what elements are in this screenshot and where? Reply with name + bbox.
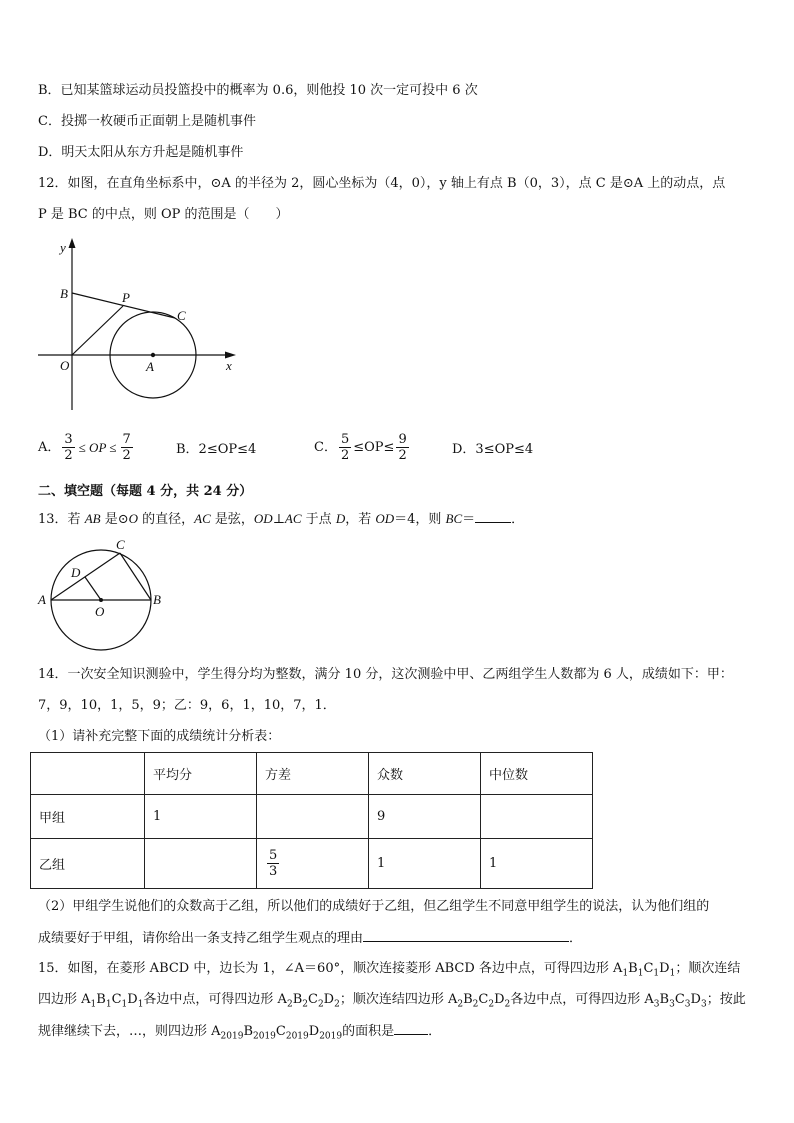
table-cell: 1 xyxy=(145,795,257,839)
label-d: D xyxy=(71,565,81,580)
table-cell: 1 xyxy=(481,839,593,889)
frac-5-3: $\frac{5}{3}$ xyxy=(269,848,278,879)
chord-ac xyxy=(51,553,120,600)
q12-option-b: B．2≤OP≤4 xyxy=(176,442,257,457)
label-o: O xyxy=(60,358,70,373)
q15-answer-blank[interactable] xyxy=(394,1022,428,1035)
table-row xyxy=(31,795,593,839)
option-a-mid: ≤ OP ≤ xyxy=(78,439,117,455)
segment-od xyxy=(85,577,101,600)
frac-5-2: $\frac{5}{2}$ xyxy=(340,432,350,463)
label-o: O xyxy=(95,604,105,619)
option-d-prev: D．明天太阳从东方升起是随机事件 xyxy=(38,145,244,160)
q14-line2: 7，9，10，1，5，9；乙：9，6，1，10，7，1． xyxy=(38,698,336,713)
table-cell-fraction xyxy=(257,839,369,889)
label-a: A xyxy=(146,359,154,374)
q12-option-c xyxy=(314,432,411,463)
label-c: C xyxy=(116,537,125,552)
table-cell: 甲组 xyxy=(31,795,145,839)
option-c-prefix: C． xyxy=(314,439,337,455)
q12-option-a xyxy=(38,432,135,463)
segment-bc xyxy=(120,553,151,600)
q12-option-d: D．3≤OP≤4 xyxy=(452,442,534,457)
frac-9-2: $\frac{9}{2}$ xyxy=(398,432,407,463)
q14-line1: 14．一次安全知识测验中，学生得分均为整数，满分 10 分，这次测验中甲、乙两组学生人数都为 6 人，成绩如下：甲： xyxy=(38,667,733,682)
label-b: B xyxy=(60,286,68,301)
q13-text: 13．若 AB 是⊙O 的直径，AC 是弦，OD⊥AC 于点 D，若 OD＝4，则 BC＝ ． xyxy=(38,511,525,527)
q14-sub2-line2: 成绩要好于甲组，请你给出一条支持乙组学生观点的理由 ． xyxy=(38,931,583,946)
q12-line1: 12．如图，在直角坐标系中，⊙A 的半径为 2，圆心坐标为（4，0），y 轴上有点 B（0，3），点 C 是⊙A 上的动点，点 xyxy=(38,176,726,191)
score-table xyxy=(30,752,593,889)
q14-sub1: （1）请补充完整下面的成绩统计分析表： xyxy=(38,729,281,744)
q13-figure xyxy=(30,536,170,656)
q12-figure xyxy=(30,236,250,416)
q13-answer-blank[interactable] xyxy=(475,510,511,523)
table-cell[interactable] xyxy=(145,839,257,889)
table-cell: 中位数 xyxy=(481,753,593,795)
label-c: C xyxy=(177,308,186,323)
option-a-prefix: A． xyxy=(38,439,61,455)
option-c-mid: ≤OP≤ xyxy=(353,439,395,455)
table-cell: 9 xyxy=(369,795,481,839)
q15-line2: 四边形 $A_1B_1C_1D_1$各边中点，可得四边形 $A_2B_2C_2D_2$；顺次连结四边形 $A_2B_2C_2D_2$各边中点，可得四边形 $A_3B_3C_3D_3$；按此 xyxy=(38,992,746,1010)
table-cell[interactable] xyxy=(481,795,593,839)
q14-sub2-line1: （2）甲组学生说他们的众数高于乙组，所以他们的成绩好于乙组，但乙组学生不同意甲组学生的说法，认为他们组的 xyxy=(38,899,710,914)
point-a xyxy=(151,353,155,357)
table-cell[interactable] xyxy=(257,795,369,839)
q15-line1: 15．如图，在菱形 ABCD 中，边长为 1，∠A＝60°，顺次连接菱形 ABCD 各边中点，可得四边形 $A_1B_1C_1D_1$；顺次连结 xyxy=(38,961,741,979)
table-cell: 乙组 xyxy=(31,839,145,889)
label-y: y xyxy=(60,240,66,255)
option-b-prev: B．已知某篮球运动员投篮投中的概率为 0.6，则他投 10 次一定可投中 6 次 xyxy=(38,83,478,98)
label-p: P xyxy=(122,290,130,305)
q12-line2: P 是 BC 的中点，则 OP 的范围是（ ） xyxy=(38,207,289,222)
label-x: x xyxy=(226,358,232,373)
point-o xyxy=(99,598,103,602)
segment-op xyxy=(72,306,123,355)
label-b: B xyxy=(153,592,161,607)
section-heading: 二、填空题（每题 4 分，共 24 分） xyxy=(38,484,253,499)
frac-7-2: $\frac{7}{2}$ xyxy=(122,432,131,463)
table-cell: 众数 xyxy=(369,753,481,795)
table-row xyxy=(31,839,593,889)
q14-reason-blank[interactable] xyxy=(363,929,569,942)
table-cell: 1 xyxy=(369,839,481,889)
option-c-prev: C．投掷一枚硬币正面朝上是随机事件 xyxy=(38,114,256,129)
q15-line3: 规律继续下去，…，则四边形 $A_{2019}B_{2019}C_{2019}D_{2019}$的面积是 ． xyxy=(38,1024,442,1042)
table-cell xyxy=(31,753,145,795)
frac-3-2: $\frac{3}{2}$ xyxy=(64,432,73,463)
table-header-row xyxy=(31,753,593,795)
table-cell: 平均分 xyxy=(145,753,257,795)
y-axis-arrow xyxy=(69,238,76,248)
table-cell: 方差 xyxy=(257,753,369,795)
label-a: A xyxy=(38,592,46,607)
